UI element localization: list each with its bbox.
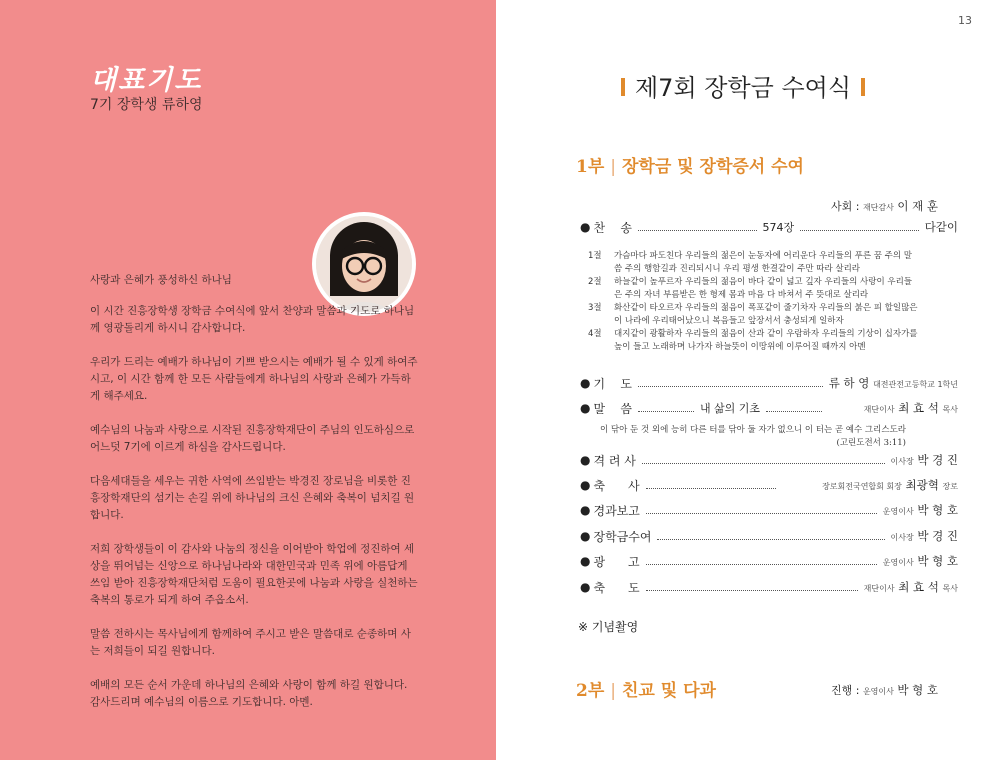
sermon-title: 내 삶의 기초 xyxy=(699,402,761,415)
host-org: 운영이사 xyxy=(862,687,894,696)
row-label: 축 사 xyxy=(593,478,640,493)
dot-leader xyxy=(646,513,877,514)
verse-text: 화산같이 타오르자 우리들의 젊음이 폭포같이 줄기차자 우리들의 붉은 피 할일많은 이 나라에 우리태어났으니 복음들고 앞장서서 충성되게 일하자 xyxy=(614,303,918,326)
performer-org: 재단이사 xyxy=(863,584,895,593)
host-org: 재단감사 xyxy=(862,203,894,212)
performer-name: 박 형 호 xyxy=(917,503,958,517)
row-label: 찬 송 xyxy=(593,220,632,235)
row-label: 장학금수여 xyxy=(593,529,652,544)
host-label: 사회 : xyxy=(830,200,860,213)
bullet-icon: ● xyxy=(580,453,591,467)
prayer-author: 7기 장학생 류하영 xyxy=(90,97,203,113)
dot-leader xyxy=(657,539,884,540)
prayer-paragraph: 말씀 전하시는 목사님에게 함께하여 주시고 받은 말씀대로 순종하며 사는 저희들이 되길 원합니다. xyxy=(90,628,411,657)
verse-number: 1절 xyxy=(588,251,602,261)
performer-title: 목사 xyxy=(942,405,958,414)
program-row-congratulation xyxy=(580,476,958,494)
performer-name: 최 효 석 xyxy=(898,401,939,415)
performer-name: 류 하 영 xyxy=(828,376,870,390)
host-name: 이 재 훈 xyxy=(897,199,938,213)
prayer-paragraph: 이 시간 진흥장학생 장학금 수여식에 앞서 찬양과 말씀과 기도로 하나님께 영광돌리게 하시니 감사합니다. xyxy=(90,305,415,334)
program-row-award xyxy=(580,527,958,545)
program-row-benediction xyxy=(580,578,958,596)
bullet-icon: ● xyxy=(580,376,591,390)
bullet-icon: ● xyxy=(580,503,591,517)
performer-org: 장로회전국연합회 회장 xyxy=(822,482,902,491)
performer-org: 재단이사 xyxy=(863,405,895,414)
hymn-number: 574장 xyxy=(762,221,795,234)
dot-leader xyxy=(642,463,885,464)
hymn-lyrics xyxy=(588,250,918,354)
row-performer: 다같이 xyxy=(924,220,959,234)
ceremony-title-text: 제7회 장학금 수여식 xyxy=(635,74,851,102)
row-performer xyxy=(822,477,958,493)
row-label: 격 려 사 xyxy=(593,453,636,468)
part2-number: 2부 xyxy=(576,681,605,701)
dot-leader xyxy=(800,230,919,231)
performer-title: 장로 xyxy=(942,482,958,491)
dot-leader xyxy=(638,411,694,412)
verse xyxy=(588,250,918,276)
part2-name: 친교 및 다과 xyxy=(622,681,716,701)
verse-number: 2절 xyxy=(588,277,602,287)
part1-number: 1부 xyxy=(576,157,605,177)
performer-name: 박 형 호 xyxy=(917,554,958,568)
bullet-icon: ● xyxy=(580,401,591,415)
row-performer xyxy=(864,400,958,416)
performer-detail: 대전관전고등학교 1학년 xyxy=(873,380,958,389)
performer-name: 박 경 진 xyxy=(917,529,958,543)
page-number: 13 xyxy=(958,14,972,27)
performer-title: 목사 xyxy=(942,584,958,593)
row-label: 기 도 xyxy=(593,376,632,391)
performer-org: 운영이사 xyxy=(882,558,914,567)
host-label: 진행 : xyxy=(830,684,860,697)
program-row-sermon xyxy=(580,399,958,417)
row-label: 말 씀 xyxy=(593,401,632,416)
program-row-report xyxy=(580,501,958,519)
verse-number: 4절 xyxy=(588,329,602,339)
prayer-paragraph: 저희 장학생들이 이 감사와 나눔의 정신을 이어받아 학업에 정진하여 세상을 뛰어넘는 신앙으로 하나님나라와 대한민국과 민족 위에 아름답게 쓰임 받아 진흥장학재단처럼 도움이 필요한곳에 나눔과 사랑을 실천하는 축복의 통로가 되게 하여 주옵소서. xyxy=(90,543,418,606)
row-performer xyxy=(829,375,958,391)
performer-org: 이사장 xyxy=(890,457,914,466)
program-row-prayer xyxy=(580,374,958,392)
bullet-icon: ● xyxy=(580,554,591,568)
dot-leader xyxy=(646,564,877,565)
verse xyxy=(588,302,918,328)
dot-leader xyxy=(638,230,757,231)
scripture-passage xyxy=(600,424,906,450)
verse xyxy=(588,328,918,354)
prayer-heading: 대표기도 xyxy=(90,65,203,96)
performer-name: 박 경 진 xyxy=(917,453,958,467)
part2-separator: | xyxy=(610,681,616,701)
photo-note: ※ 기념촬영 xyxy=(578,620,639,634)
performer-name: 최 효 석 xyxy=(898,580,939,594)
part2-heading xyxy=(576,676,716,701)
prayer-paragraph: 사랑과 은혜가 풍성하신 하나님 xyxy=(90,274,232,286)
bullet-icon: ● xyxy=(580,478,591,492)
bullet-icon: ● xyxy=(580,220,591,234)
row-performer xyxy=(891,452,958,468)
dot-leader xyxy=(766,411,822,412)
right-page xyxy=(496,0,990,760)
verse-number: 3절 xyxy=(588,303,602,313)
bullet-icon: ● xyxy=(580,529,591,543)
row-performer xyxy=(883,502,958,518)
dot-leader xyxy=(646,590,858,591)
dot-leader xyxy=(638,386,823,387)
prayer-paragraph: 다음세대들을 세우는 귀한 사역에 쓰임받는 박경진 장로님을 비롯한 진흥장학재단의 섬기는 손길 위에 하나님의 크신 은혜와 축복이 넘치길 원합니다. xyxy=(90,475,415,521)
prayer-paragraph: 예수님의 나눔과 사랑으로 시작된 진흥장학재단이 주님의 인도하심으로 어느덧 7기에 이르게 하심을 감사드립니다. xyxy=(90,424,415,453)
scripture-text: 이 닦아 둔 것 외에 능히 다른 터를 닦아 둘 자가 없으니 이 터는 곧 예수 그리스도라 xyxy=(600,425,906,435)
performer-org: 이사장 xyxy=(890,533,914,542)
row-performer xyxy=(891,528,958,544)
row-label: 축 도 xyxy=(593,580,640,595)
prayer-paragraph: 우리가 드리는 예배가 하나님이 기쁘 받으시는 예배가 될 수 있게 하여주시고, 이 시간 함께 한 모든 사람들에게 하나님의 사랑과 은혜가 가득하게 해주세요. xyxy=(90,356,418,402)
prayer-paragraph: 예배의 모든 순서 가운데 하나님의 은혜와 사랑이 함께 하길 원합니다. 감사드리며 예수님의 이름으로 기도합니다. 아멘. xyxy=(90,679,408,708)
program-row-encouragement xyxy=(580,451,958,469)
host-name: 박 형 호 xyxy=(897,683,938,697)
host-line xyxy=(831,198,938,214)
verse-text: 가슴마다 파도친다 우리들의 젊은이 눈동자에 어리운다 우리들의 푸른 꿈 주의 말씀 주의 행함길과 진리되시니 우리 평생 한결같이 주만 따라 살리라 xyxy=(614,251,912,274)
part1-separator: | xyxy=(610,157,616,177)
verse-text: 하늘같이 높푸르자 우리들의 젊음이 바다 같이 넓고 깊자 우리들의 사랑이 우리들은 주의 자녀 부름받은 한 형제 몸과 마음 다 바쳐서 주 뜻대로 살리라 xyxy=(614,277,912,300)
host-line-part2 xyxy=(831,682,938,698)
program-row-announcement xyxy=(580,552,958,570)
row-performer xyxy=(864,579,958,595)
performer-name: 최광혁 xyxy=(905,478,939,492)
verse-text: 대지같이 광활하자 우리들의 젊음이 산과 같이 우람하자 우리들의 기상이 십자가를 높이 들고 노래하며 나가자 하늘뜻이 이땅위에 이루어질 때까지 아멘 xyxy=(614,329,918,352)
title-bar-left xyxy=(621,78,625,96)
ceremony-title xyxy=(496,68,990,103)
verse xyxy=(588,276,918,302)
row-label: 광 고 xyxy=(593,554,640,569)
title-bar-right xyxy=(861,78,865,96)
dot-leader xyxy=(646,488,776,489)
part1-heading xyxy=(576,152,804,177)
performer-org: 운영이사 xyxy=(882,507,914,516)
part1-name: 장학금 및 장학증서 수여 xyxy=(622,157,804,177)
program-row-hymn xyxy=(580,218,958,236)
row-performer xyxy=(883,553,958,569)
bullet-icon: ● xyxy=(580,580,591,594)
row-label: 경과보고 xyxy=(593,503,640,518)
scripture-reference: (고린도전서 3:11) xyxy=(836,438,906,448)
prayer-text xyxy=(90,272,420,728)
